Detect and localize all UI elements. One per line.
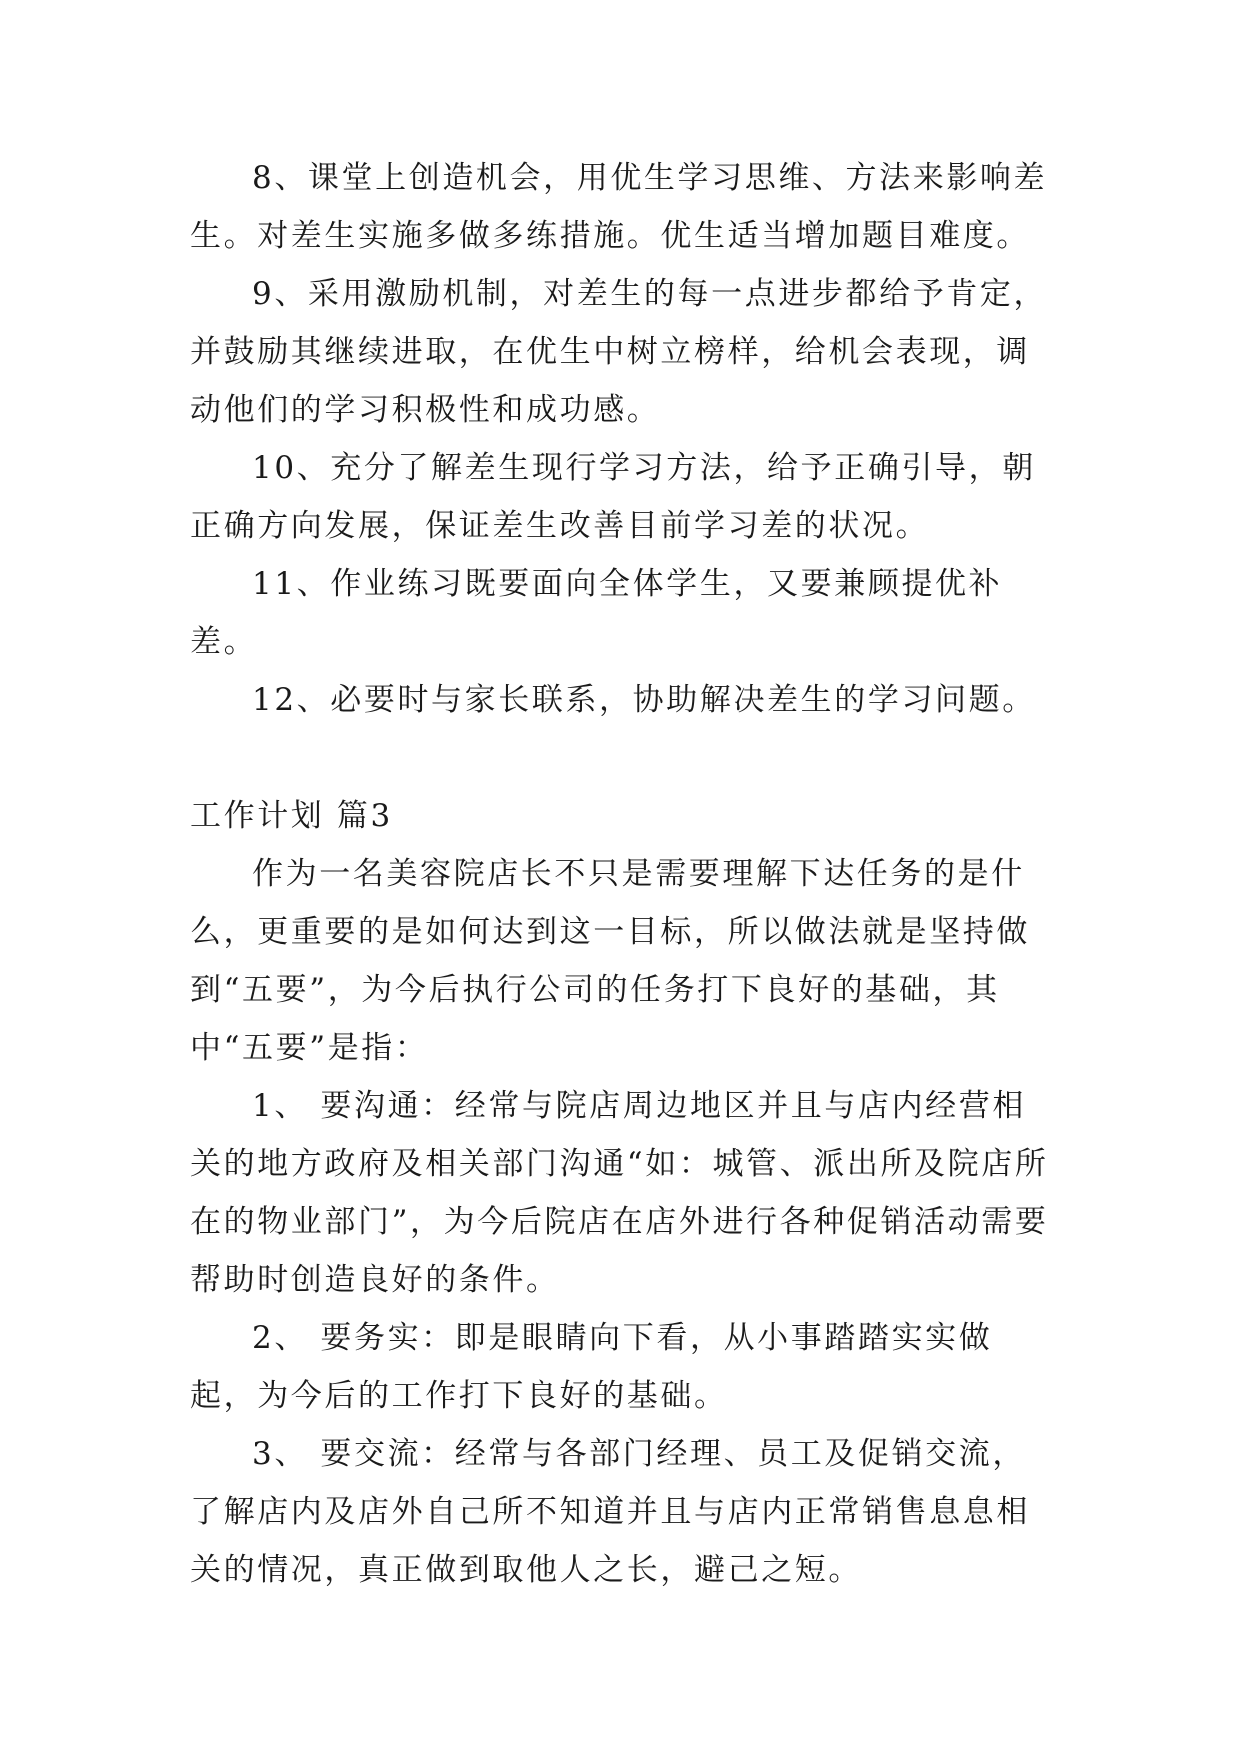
paragraph-item-9: 9、采用激励机制，对差生的每一点进步都给予肯定，并鼓励其继续进取，在优生中树立榜样，给机会表现，调动他们的学习积极性和成功感。 (190, 276, 1048, 428)
paragraph-item-12: 12、必要时与家长联系，协助解决差生的学习问题。 (252, 682, 1036, 718)
paragraph-item-11: 11、作业练习既要面向全体学生，又要兼顾提优补差。 (190, 566, 1003, 660)
section-gap (190, 729, 1050, 787)
point-pragmatic: 2、 要务实：即是眼睛向下看，从小事踏踏实实做起，为今后的工作打下良好的基础。 (190, 1320, 993, 1414)
point-exchange: 3、 要交流：经常与各部门经理、员工及促销交流，了解店内及店外自己所不知道并且与店内正常销售息息相关的情况，真正做到取他人之长，避己之短。 (190, 1436, 1030, 1588)
point-communicate: 1、 要沟通：经常与院店周边地区并且与店内经营相关的地方政府及相关部门沟通“如：城管、派出所及院店所在的物业部门”，为今后院店在店外进行各种促销活动需要帮助时创造良好的条件。 (190, 1088, 1049, 1298)
section-heading: 工作计划 篇3 (190, 798, 393, 834)
intro-paragraph: 作为一名美容院店长不只是需要理解下达任务的是什么，更重要的是如何达到这一目标，所以做法就是坚持做到“五要”，为今后执行公司的任务打下良好的基础，其中“五要”是指： (190, 856, 1030, 1066)
paragraph-item-8: 8、课堂上创造机会，用优生学习思维、方法来影响差生。对差生实施多做多练措施。优生适当增加题目难度。 (190, 160, 1048, 254)
paragraph-item-10: 10、充分了解差生现行学习方法，给予正确引导，朝正确方向发展，保证差生改善目前学习差的状况。 (190, 450, 1036, 544)
document-body (190, 149, 1050, 1599)
